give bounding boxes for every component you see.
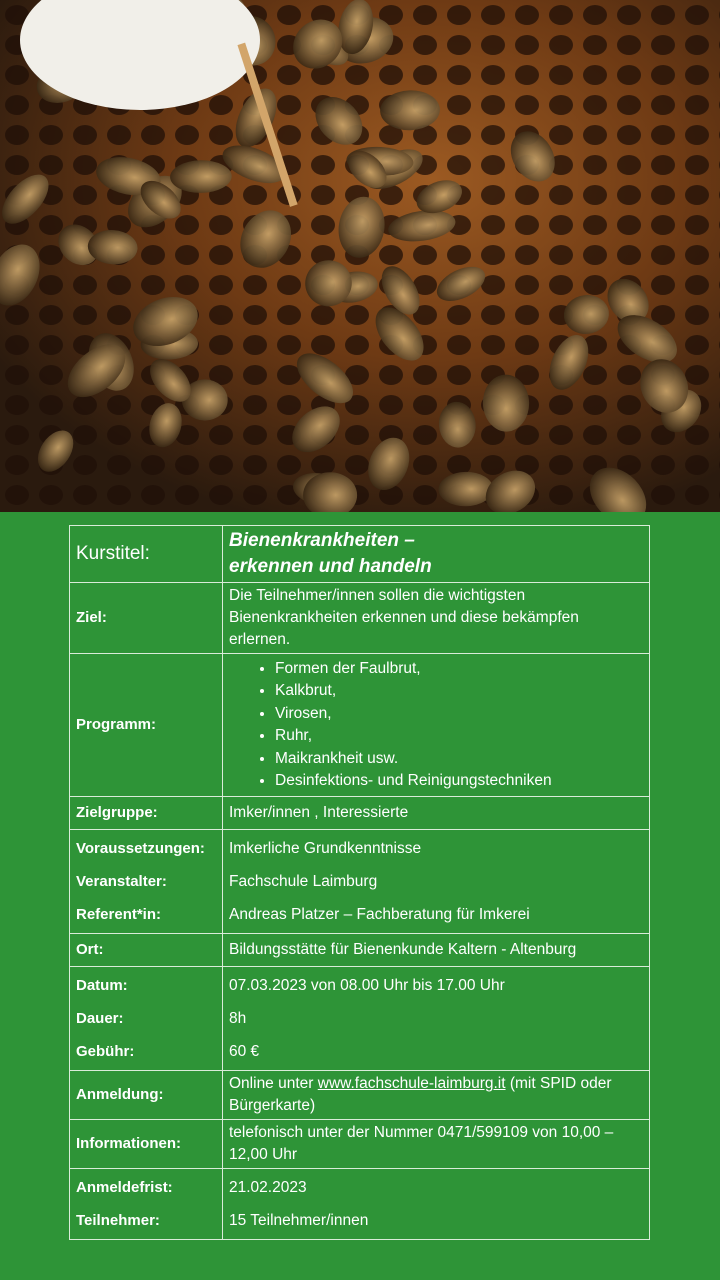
participants-text: 15 Teilnehmer/innen (229, 1212, 369, 1229)
registration-link[interactable]: www.fachschule-laimburg.it (317, 1075, 506, 1092)
title-label: Kurstitel: (70, 526, 223, 583)
row-registration (70, 1071, 650, 1120)
program-item: • Kalkbrut, (275, 680, 643, 703)
bee-comb-photo-icon (0, 0, 720, 512)
requirements-text: Imkerliche Grundkenntnisse (229, 840, 422, 857)
audience-text: Imker/innen , Interessierte (223, 797, 650, 830)
program-item: • Formen der Faulbrut, (275, 658, 643, 681)
speaker-label: Referent*in: (76, 906, 162, 923)
row-deadline (70, 1169, 650, 1240)
info-text: telefonisch unter der Nummer 0471/599109 von 10,00 – 12,00 Uhr (223, 1120, 650, 1169)
program-item: • Desinfektions- und Reinigungstechniken (275, 770, 643, 793)
header-photo (0, 0, 720, 512)
date-label: Datum: (76, 977, 128, 994)
registration-text (223, 1071, 650, 1120)
deadline-participants-values (223, 1169, 650, 1240)
program-item: • Virosen, (275, 703, 643, 726)
speaker-text: Andreas Platzer – Fachberatung für Imkerei (229, 906, 530, 923)
date-duration-fee-values (223, 967, 650, 1071)
goal-text: Die Teilnehmer/innen sollen die wichtigsten Bienenkrankheiten erkennen und diese bekämpfen erlernen. (223, 583, 650, 654)
date-duration-fee-labels (70, 967, 223, 1071)
row-title (70, 526, 650, 583)
audience-label: Zielgruppe: (70, 797, 223, 830)
course-title-line2: erkennen und handeln (229, 556, 432, 577)
organizer-label: Veranstalter: (76, 873, 167, 890)
course-title-line1: Bienenkrankheiten – (229, 530, 415, 551)
duration-text: 8h (229, 1010, 247, 1027)
duration-label: Dauer: (76, 1010, 124, 1027)
location-label: Ort: (70, 934, 223, 967)
fee-label: Gebühr: (76, 1043, 135, 1060)
deadline-text: 21.02.2023 (229, 1179, 307, 1196)
course-title (223, 526, 650, 583)
fee-text: 60 € (229, 1043, 260, 1060)
deadline-participants-labels (70, 1169, 223, 1240)
participants-label: Teilnehmer: (76, 1212, 160, 1229)
course-info-table (69, 525, 650, 1240)
program-item: • Ruhr, (275, 725, 643, 748)
deadline-label: Anmeldefrist: (76, 1179, 173, 1196)
row-location (70, 934, 650, 967)
program-item: • Maikrankheit usw. (275, 748, 643, 771)
organizer-text: Fachschule Laimburg (229, 873, 378, 890)
location-text: Bildungsstätte für Bienenkunde Kaltern - Altenburg (223, 934, 650, 967)
program-list (229, 658, 643, 793)
registration-suffix: (mit SPID oder Bürgerkarte) (229, 1075, 612, 1114)
goal-label: Ziel: (70, 583, 223, 654)
requirements-organizer-speaker-values (223, 830, 650, 934)
registration-label: Anmeldung: (70, 1071, 223, 1120)
row-goal (70, 583, 650, 654)
requirements-organizer-speaker-labels (70, 830, 223, 934)
requirements-label: Voraussetzungen: (76, 840, 205, 857)
registration-prefix: Online unter (229, 1075, 318, 1092)
row-program (70, 654, 650, 797)
row-requirements (70, 830, 650, 934)
row-info (70, 1120, 650, 1169)
program-label: Programm: (70, 654, 223, 797)
row-date (70, 967, 650, 1071)
program-list-cell (223, 654, 650, 797)
info-label: Informationen: (70, 1120, 223, 1169)
date-text: 07.03.2023 von 08.00 Uhr bis 17.00 Uhr (229, 977, 505, 994)
row-audience (70, 797, 650, 830)
